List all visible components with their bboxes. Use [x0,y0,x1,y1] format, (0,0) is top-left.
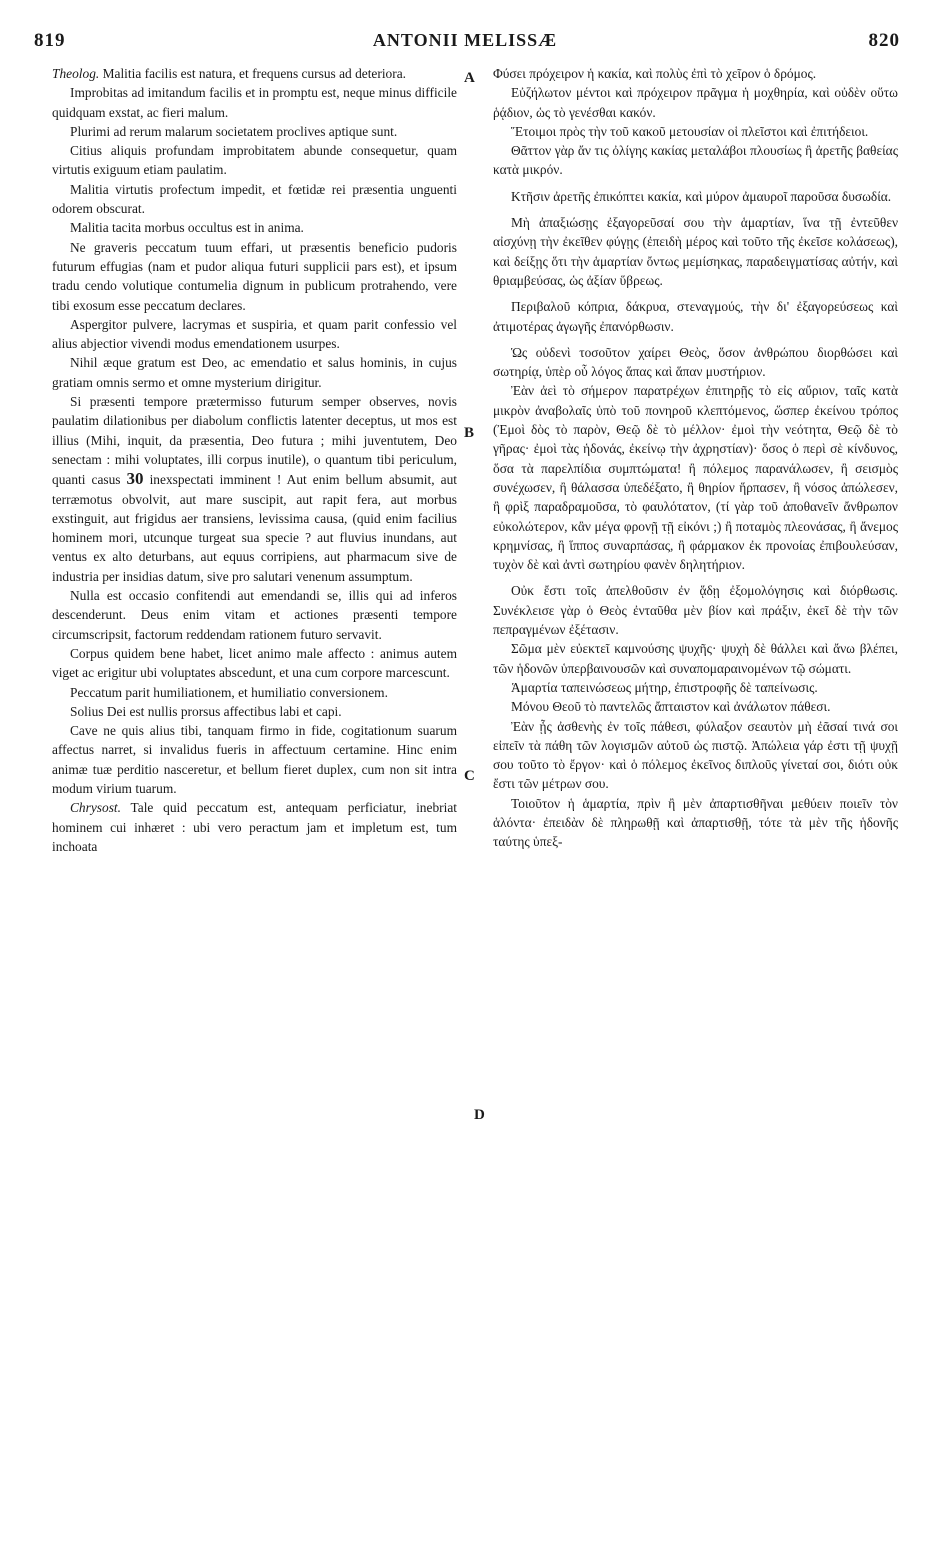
greek-paragraph: Μόνου Θεοῦ τὸ παντελῶς ἄπταιστον καὶ ἀνάλωτον πάθεσι. [511,699,831,715]
greek-paragraph: Μὴ ἀπαξιώσῃς ἐξαγορεῦσαί σου τὴν ἁμαρτίαν, ἵνα τῇ ἐντεῦθεν αἰσχύνῃ τὴν ἐκεῖθεν φύγῃς (ἐπειδὴ μέρος καὶ τοῦτο τῆς ἐκεῖσε κολάσεως), καὶ δείξῃς ὅτι τὴν ἁμαρτίαν ὄντως μεμίσηκας, παραδειγματίσας αὐτήν, καὶ θριαμβεύσας, ὡς ἀξίαν ὕβρεως. [493,215,898,288]
latin-paragraph: Malitia virtutis profectum impedit, et fœtidæ rei præsentia unguenti odorem obscurat. [52,181,457,217]
latin-paragraph [52,64,457,83]
latin-paragraph: Solius Dei est nullis prorsus affectibus labi et capi. [70,703,342,719]
greek-paragraph: Ἕτοιμοι πρὸς τὴν τοῦ κακοῦ μετουσίαν οἱ πλεῖστοι καὶ ἐπιτήδειοι. [511,123,869,139]
greek-paragraph: Ἁμαρτία ταπεινώσεως μήτηρ, ἐπιστροφῆς δὲ ταπείνωσις. [511,679,818,695]
latin-paragraph: Plurimi ad rerum malarum societatem proclives aptique sunt. [70,123,398,139]
source-attribution: Chrysost. [70,800,121,816]
latin-column [52,64,457,856]
latin-paragraph: Improbitas ad imitandum facilis et in promptu est, neque minus difficile quidquam exstat, ac fieri malum. [52,85,457,120]
latin-text: Tale quid peccatum est, antequam perficiatur, inebriat hominem cui inhæret : ubi vero peractum jam et impletum est, tum inchoata [52,800,457,854]
greek-paragraph: Περιβαλοῦ κόπρια, δάκρυα, στεναγμούς, τὴν δι' ἐξαγορεύσεως καὶ ἀτιμοτέρας ἀγωγῆς ἐπανόρθωσιν. [493,299,898,334]
greek-paragraph: Τοιοῦτον ἡ ἁμαρτία, πρὶν ἢ μὲν ἀπαρτισθῆναι μεθύειν ποιεῖν τὸν ἁλόντα· ἐπειδὰν δὲ πληρωθῇ καὶ ἀπαρτισθῇ, τότε τὰ μὲν τῆς ἡδονῆς ταύτης ὑπεξ- [493,795,898,850]
greek-paragraph: Ὡς οὐδενὶ τοσοῦτον χαίρει Θεὸς, ὅσον ἀνθρώπου διορθώσει καὶ σωτηρίᾳ, ὑπὲρ οὗ λόγος ἅπας καὶ ἅπαν μυστήριον. [493,344,898,380]
greek-paragraph: Οὐκ ἔστι τοῖς ἀπελθοῦσιν ἐν ᾅδῃ ἐξομολόγησις καὶ διόρθωσις. Συνέκλεισε γὰρ ὁ Θεὸς ἐνταῦθα μὲν βίον καὶ πράξιν, ἐκεῖ δὲ τὴν τῶν πεπραγμένων ἐξέτασιν. [493,583,898,638]
section-marker-b: B [464,425,475,441]
greek-paragraph: Ἐὰν ᾖς ἀσθενὴς ἐν τοῖς πάθεσι, φύλαξον σεαυτὸν μὴ ἐᾶσαί τινά σοι εἰπεῖν τὰ πάθη τῶν λογισμῶν αὐτοῦ ὡς πιστῷ. Ἀπώλεια γάρ ἐστι τῇ ψυχῇ σου τοῦτο τὸ ἔργον· καὶ ὁ πόλεμος ἐκεῖνος διπλοῦς γίνεταί σοι, διότι οὐκ ἔστι τῶν μέτρων σου. [493,718,898,792]
greek-paragraph: Κτῆσιν ἀρετῆς ἐπικόπτει κακία, καὶ μύρον ἀμαυροῖ παροῦσα δυσωδία. [511,188,892,204]
greek-paragraph: Εὐζήλωτον μέντοι καὶ πρόχειρον πρᾶγμα ἡ μοχθηρία, καὶ οὐδὲν οὕτω ῥᾴδιον, ὡς τὸ γενέσθαι κακόν. [493,85,898,120]
latin-paragraph: Cave ne quis alius tibi, tanquam firmo in fide, cogitationum suarum affectus narret, si invalidus fueris in affectuum certamine. Hinc enim animæ tuæ perditio nasceretur, et bellum fieret duplex, cum non sit intra modum virium tuarum. [52,723,457,796]
latin-paragraph: Ne graveris peccatum tuum effari, ut præsentis beneficio pudoris futurum effugias (nam et pudor aliqua futuri supplicii pars est), et ipsum tradu cendo volutique contumelia dignum in publicum protrahendo, vere tibi exosum esse peccatum declares. [52,239,457,313]
latin-paragraph: Malitia tacita morbus occultus est in anima. [70,220,304,236]
running-title: ANTONII MELISSÆ [372,30,558,50]
greek-paragraph: Ἐὰν ἀεὶ τὸ σήμερον παρατρέχων ἐπιτηρῇς τὸ εἰς αὔριον, ταῖς κατὰ μικρὸν ἀναβολαῖς ὑπὸ τοῦ πονηροῦ κλεπτόμενος, ὥσπερ ἐκείνου τρόπος (Ἐμοὶ δὸς τὸ παρὸν, Θεῷ δὲ τὸ μέλλον· ἐμοὶ τὴν νεότητα, Θεῷ δὲ τὸ γῆρας· ἐμοὶ τὰς ἡδονάς, ἐκείνῳ τὴν ἀχρηστίαν)· ὅσος ὁ περὶ σὲ κίνδυνος, ὅσα τὰ παρελπίδια συμπτώματα! ἢ πόλεμος παρανάλωσεν, ἢ σεισμὸς συνέχωσεν, ἢ θάλασσα ὑπεδέξατο, ἢ θηρίον ἥρπασεν, ἢ νόσος ἀπώλεσεν, ἢ φρὶξ παραδραμοῦσα, τὸ φαυλότατον, (τί γὰρ τοῦ ἀποθανεῖν ἄνθρωπον εὐκολώτερον, κἂν μέγα φρονῇ τῇ εἰκόνι ;) ἢ ποταμὸς πλεονάσας, ἢ ἄνεμος κρημνίσας, ἢ ἵππος συναρπάσας, ἢ φάρμακον ἐκ προνοίας ἐπιβουλεύσαν, τυχὸν δὲ καὶ ἀντὶ σωτηρίου φανὲν δηλητήριον. [493,383,898,573]
section-marker-c: C [464,768,475,784]
latin-text: Malitia facilis est natura, et frequens cursus ad deteriora. [99,66,406,81]
margin-number: 30 [126,469,144,489]
source-attribution: Theolog. [52,66,100,81]
latin-paragraph: Corpus quidem bene habet, licet animo male affecto : animus autem viget ac erigitur ubi voluptates abscedunt, et una cum corpore marcescunt. [52,645,457,681]
section-marker-a: A [464,70,475,86]
greek-paragraph: Σῶμα μὲν εὐεκτεῖ καμνούσης ψυχῆς· ψυχὴ δὲ θάλλει καὶ ἄνω βλέπει, τῶν ἡδονῶν ὑπερβαινουσῶν καὶ συναπομαραινομένων τῷ σώματι. [493,641,898,676]
left-page-number: 819 [34,30,66,51]
latin-paragraph: Nihil æque gratum est Deo, ac emendatio et salus hominis, in cujus gratiam omnis sermo et omne mysterium dirigitur. [52,355,457,390]
latin-paragraph [52,798,457,856]
greek-column [493,64,898,852]
latin-paragraph: Citius aliquis profundam improbitatem abunde consequetur, quam virtutis exiguum etiam paulatim. [52,143,457,178]
latin-paragraph: Peccatum parit humiliationem, et humiliatio conversionem. [70,684,388,700]
greek-paragraph: Θᾶττον γὰρ ἄν τις ὀλίγης κακίας μεταλάβοι πλουσίως ἢ ἀρετῆς βαθείας κατὰ μικρόν. [493,143,898,178]
latin-paragraph [52,392,457,586]
latin-text: Si præsenti tempore prætermisso futurum semper observes, novis paulatim dilationibus per diabolum conflictis latenter deceptus, ut mos est illius (Mihi, inquit, da præsentia, Deo futura ; mihi juventutem, Deo senectam : mihi voluptates, illi corpus inutile), o quantum tibi periculum, quanti casus [52,394,457,488]
greek-paragraph: Φύσει πρόχειρον ἡ κακία, καὶ πολὺς ἐπὶ τὸ χεῖρον ὁ δρόμος. [493,66,817,81]
latin-paragraph: Nulla est occasio confitendi aut emendandi se, illis qui ad inferos descenderunt. Deus enim vitam et actiones præsenti tempore circumscripsit, factorum reddendam rationem futuro servavit. [52,588,457,642]
section-marker-d: D [474,1107,485,1123]
latin-text: inexspectati imminent ! Aut enim bellum absumit, aut terræmotus obvolvit, aut mare suscipit, aut rapit fera, aut morbus exstinguit, aut frigidus aer transiens, levissima causa, (quid enim facilius hominem mori, utcunque turgeat sua specie ? aut fluvius inundans, aut ventus ex alto deturbans, aut equus corripiens, aut pharmacum sive de industria per insidias datum, sive pro salutari venenum assumptum. [52,472,457,584]
latin-paragraph: Aspergitor pulvere, lacrymas et suspiria, et quam parit confessio vel alius abjectior vivendi modus emendationem usurpes. [52,316,457,352]
page-header [30,30,900,60]
right-page-number: 820 [868,30,900,51]
